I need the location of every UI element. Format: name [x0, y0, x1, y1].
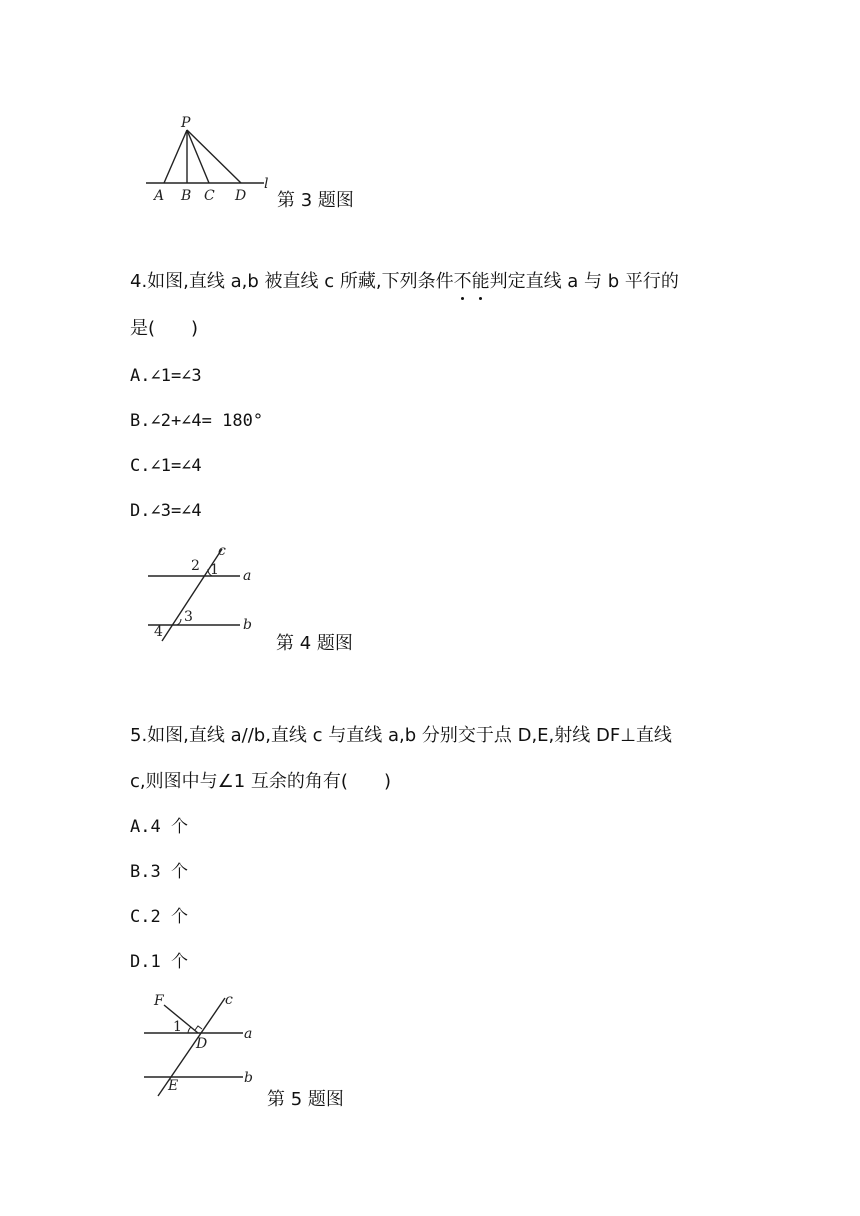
label-a: a — [243, 568, 252, 584]
label-B: B — [181, 188, 192, 204]
question-4-line-1 — [130, 271, 679, 293]
q5-option-d: D.1 个 — [130, 952, 188, 972]
label-l: l — [264, 176, 269, 192]
label-b: b — [244, 1070, 253, 1086]
q4-option-c: C.∠1=∠4 — [130, 456, 202, 476]
label-b: b — [243, 617, 252, 633]
label-A: A — [154, 188, 165, 204]
q5-option-a: A.4 个 — [130, 817, 188, 837]
q4-option-d: D.∠3=∠4 — [130, 501, 202, 521]
label-c: c — [218, 543, 226, 559]
label-3: 3 — [184, 609, 193, 625]
label-F: F — [154, 993, 164, 1009]
q5-option-b: B.3 个 — [130, 862, 188, 882]
q5-option-c: C.2 个 — [130, 907, 188, 927]
label-D: D — [235, 188, 247, 204]
figure-4-caption: 第 4 题图 — [276, 633, 353, 654]
label-C: C — [204, 188, 215, 204]
q4-text-pre: 4.如图,直线 a,b 被直线 c 所藏,下列条件 — [130, 271, 454, 292]
figure-5-caption: 第 5 题图 — [267, 1089, 344, 1110]
question-5-line-1: 5.如图,直线 a//b,直线 c 与直线 a,b 分别交于点 D,E,射线 DF⊥直线 — [130, 725, 672, 746]
label-E: E — [168, 1078, 179, 1094]
q4-emphasis-can: 能 — [471, 271, 490, 292]
label-1: 1 — [173, 1019, 182, 1035]
q4-emphasis-not: 不 — [453, 271, 472, 292]
question-5-line-2: c,则图中与∠1 互余的角有( ) — [130, 771, 391, 792]
label-P: P — [181, 115, 191, 131]
question-4-line-2: 是( ) — [130, 318, 199, 339]
figure-3-caption: 第 3 题图 — [277, 190, 354, 211]
q4-option-b: B.∠2+∠4= 180° — [130, 411, 264, 431]
label-1: 1 — [210, 562, 219, 578]
label-2: 2 — [191, 558, 200, 574]
figure-5 — [140, 990, 265, 1100]
label-4: 4 — [154, 624, 163, 640]
figure-4 — [140, 543, 265, 643]
label-D: D — [196, 1036, 208, 1052]
label-a: a — [244, 1026, 253, 1042]
label-c: c — [225, 992, 233, 1008]
q4-option-a: A.∠1=∠3 — [130, 366, 202, 386]
figure-3 — [140, 110, 280, 210]
q4-text-post: 判定直线 a 与 b 平行的 — [489, 271, 679, 292]
